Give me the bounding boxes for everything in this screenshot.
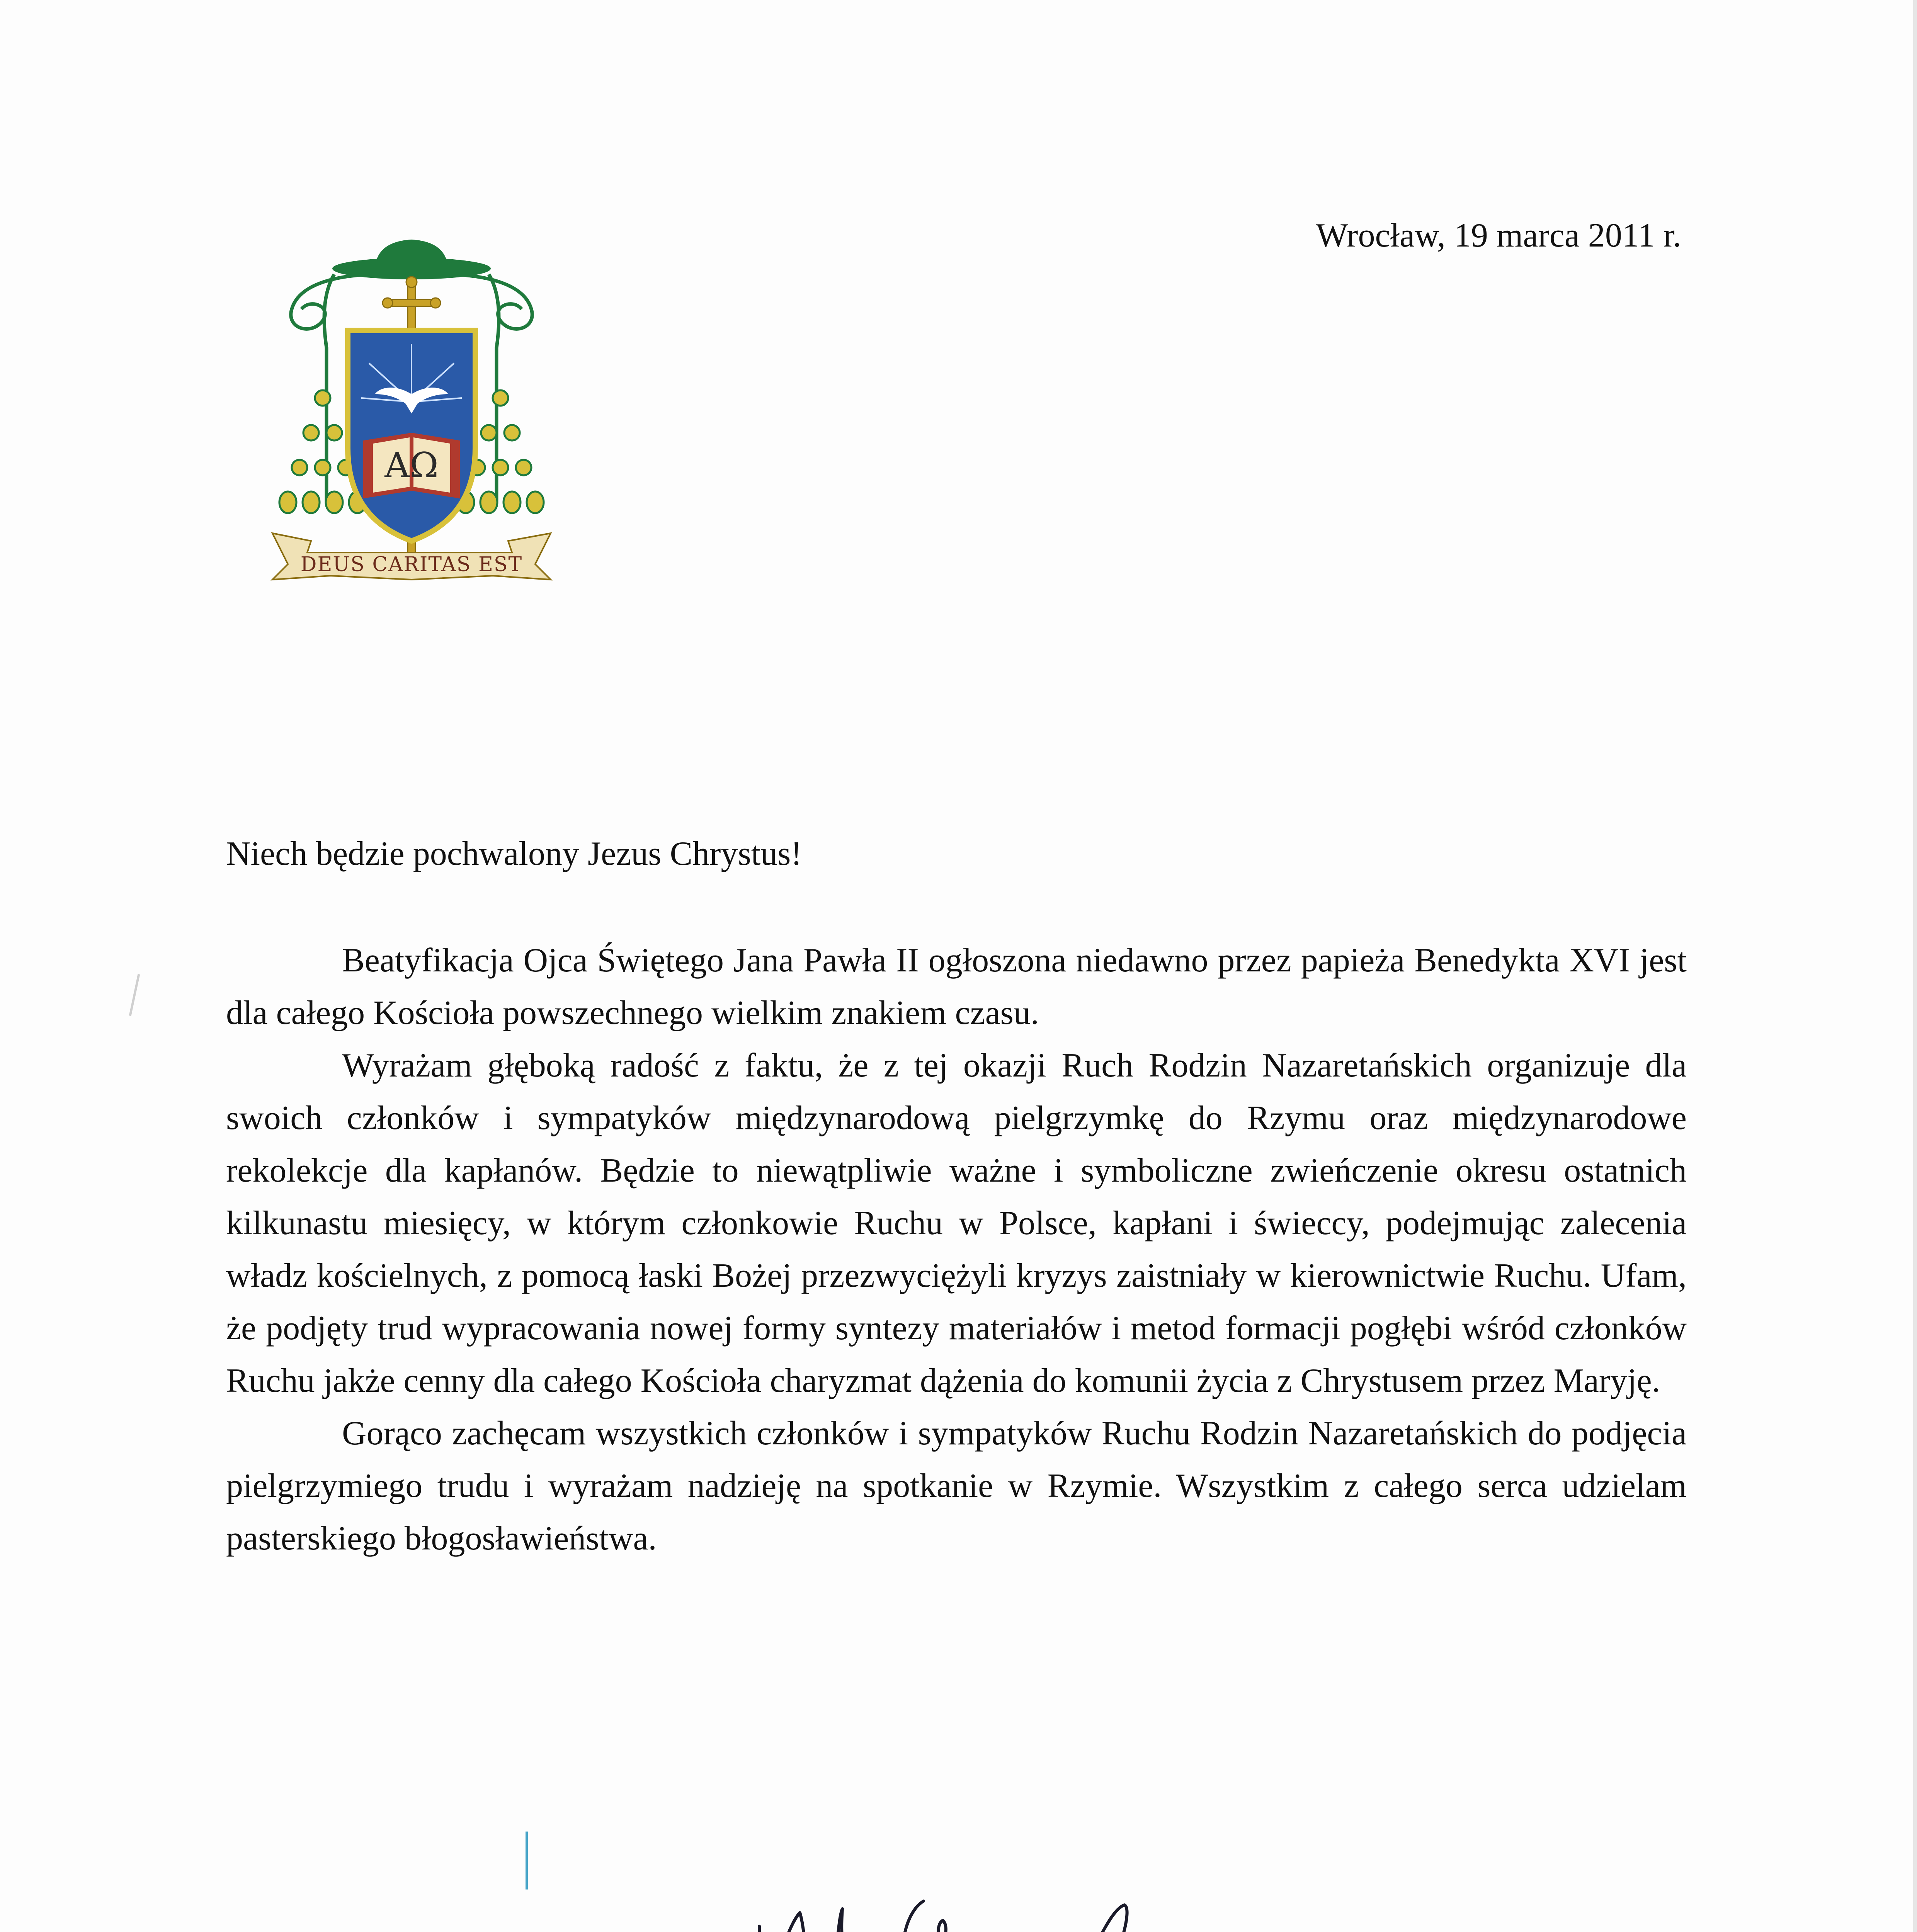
scan-dust-mark xyxy=(129,974,140,1016)
scan-edge xyxy=(1913,0,1917,1932)
handwritten-signature xyxy=(742,1878,1283,1932)
paragraph: Wyrażam głęboką radość z faktu, że z tej okazji Ruch Rodzin Nazaretańskich organizuje dla swoich członków i sympatyków międzynarodową pielgrzymkę do Rzymu oraz międzynarodowe rekolekcje dla kapłanów. Będzie to niewątpliwie ważne i symboliczne zwieńczenie okresu ostatnich kilkunastu miesięcy, w którym członkowie Ruchu w Polsce, kapłani i świeccy, podejmując zalecenia władz kościelnych, z pomocą łaski Bożej przezwyciężyli kryzys zaistniały w kierownictwie Ruchu. Ufam, że podjęty trud wypracowania nowej formy syntezy materiałów i metod formacji pogłębi wśród członków Ruchu jakże cenny dla całego Kościoła charyzmat dążenia do komunii życia z Chrystusem przez Maryję. xyxy=(226,1047,1687,1400)
hat-crown xyxy=(375,240,448,269)
scan-artifact-line xyxy=(526,1832,528,1889)
letter-body xyxy=(226,934,1687,1565)
date-line: Wrocław, 19 marca 2011 r. xyxy=(1316,217,1681,254)
motto-text: DEUS CARITAS EST xyxy=(300,553,523,576)
book-letters: AΩ xyxy=(384,445,439,486)
coat-of-arms-icon xyxy=(265,232,558,603)
book-icon xyxy=(363,433,460,498)
paragraph: Beatyfikacja Ojca Świętego Jana Pawła II ogłoszona niedawno przez papieża Benedykta XVI jest dla całego Kościoła powszechnego wielkim znakiem czasu. xyxy=(226,942,1687,1032)
paragraph: Gorąco zachęcam wszystkich członków i sympatyków Ruchu Rodzin Nazaretańskich do podjęcia pielgrzymiego trudu i wyrażam nadzieję na spotkanie w Rzymie. Wszystkim z całego serca udzielam pasterskiego błogosławieństwa. xyxy=(226,1415,1687,1557)
greeting: Niech będzie pochwalony Jezus Chrystus! xyxy=(226,835,802,872)
